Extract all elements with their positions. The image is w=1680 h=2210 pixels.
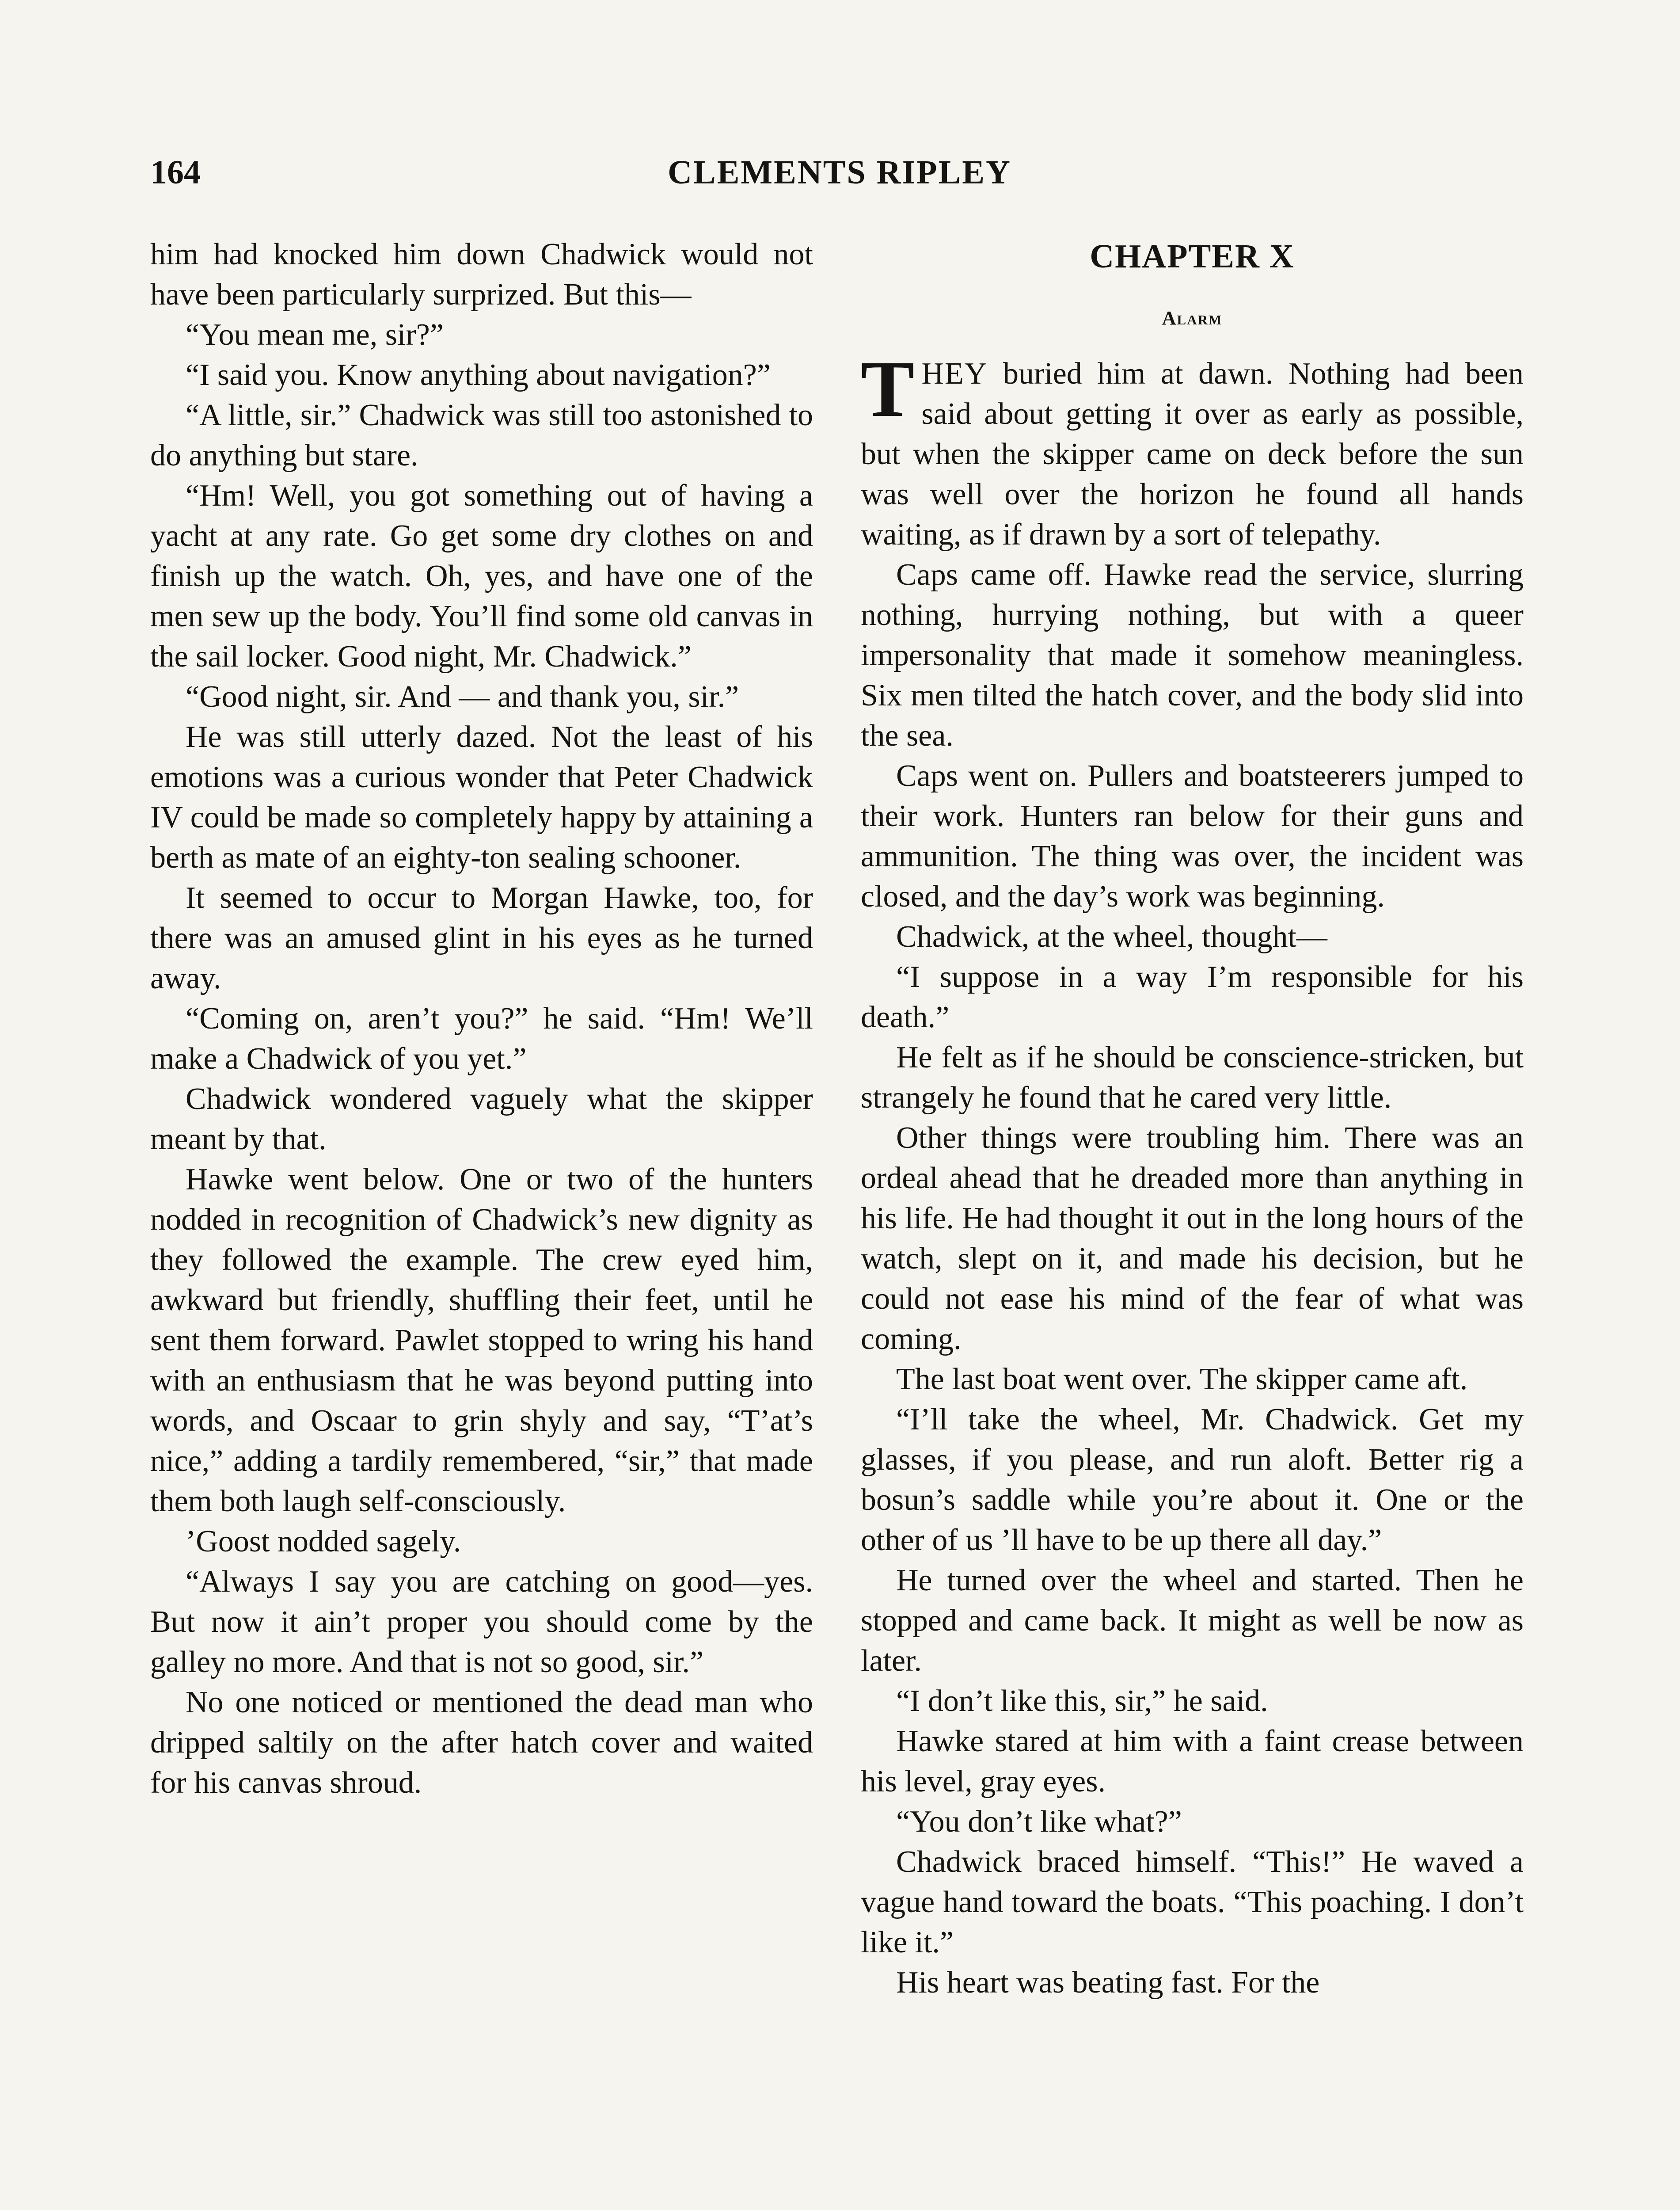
paragraph: Caps went on. Pullers and boatsteerers jumped to their work. Hunters ran below for their guns and ammunition. The thing was over, the incident was closed, and the day’s work was beginning. [861, 759, 1524, 914]
right-column [861, 234, 1524, 2003]
paragraph: “Good night, sir. And — and thank you, sir.” [186, 680, 739, 714]
paragraph: Hawke went below. One or two of the hunters nodded in recognition of Chadwick’s new dignity as they followed the example. The crew eyed him, awkward but friendly, shuffling their feet, until he sent them forward. Pawlet stopped to wring his hand with an enthusiasm that he was beyond putting into words, and Oscaar to grin shyly and say, “T’at’s nice,” adding a tardily remembered, “sir,” that made them both laugh self-consciously. [150, 1162, 813, 1518]
paragraph: “Coming on, aren’t you?” he said. “Hm! We’ll make a Chadwick of you yet.” [150, 1002, 813, 1076]
opening-caps: HEY [921, 357, 988, 391]
page-number: 164 [150, 154, 201, 191]
opening-text: buried him at dawn. Nothing had been said about getting it over as early as possible, but when the skipper came on deck before the sun was well over the horizon he found all hands waiting, as if drawn by a sort of telepathy. [861, 357, 1524, 552]
paragraph: “I don’t like this, sir,” he said. [896, 1684, 1268, 1718]
paragraph: No one noticed or mentioned the dead man who dripped saltily on the after hatch cover and waited for his canvas shroud. [150, 1685, 813, 1800]
paragraph: “I suppose in a way I’m responsible for his death.” [861, 960, 1524, 1034]
paragraph: “You don’t like what?” [896, 1805, 1182, 1839]
paragraph: “I said you. Know anything about navigation?” [186, 358, 771, 392]
paragraph: Chadwick braced himself. “This!” He waved a vague hand toward the boats. “This poaching. I don’t like it.” [861, 1845, 1524, 1959]
paragraph: He felt as if he should be conscience-stricken, but strangely he found that he cared very little. [861, 1040, 1524, 1115]
paragraph: He was still utterly dazed. Not the least of his emotions was a curious wonder that Peter Chadwick IV could be made so completely happy by attaining a berth as mate of an eighty-ton sealing schooner. [150, 720, 813, 875]
chapter-title: CHAPTER X [1090, 238, 1295, 275]
paragraph: His heart was beating fast. For the [896, 1966, 1320, 2000]
paragraph: It seemed to occur to Morgan Hawke, too, for there was an amused glint in his eyes as he turned away. [150, 881, 813, 995]
paragraph: “You mean me, sir?” [186, 318, 444, 352]
paragraph: “Always I say you are catching on good—yes. But now it ain’t proper you should come by the galley no more. And that is not so good, sir.” [150, 1565, 813, 1679]
drop-cap: T [861, 345, 915, 434]
paragraph: “A little, sir.” Chadwick was still too astonished to do anything but stare. [150, 398, 813, 472]
paragraph: Chadwick wondered vaguely what the skipper meant by that. [150, 1082, 813, 1156]
paragraph: The last boat went over. The skipper came aft. [896, 1362, 1468, 1396]
paragraph: “Hm! Well, you got something out of having a yacht at any rate. Go get some dry clothes on and finish up the watch. Oh, yes, and have one of the men sew up the body. You’ll find some old canvas in the sail locker. Good night, Mr. Chadwick.” [150, 479, 813, 674]
chapter-subtitle: Alarm [1162, 307, 1223, 329]
paragraph: Caps came off. Hawke read the service, slurring nothing, hurrying nothing, but with a queer impersonality that made it somehow meaningless. Six men tilted the hatch cover, and the body slid into the sea. [861, 558, 1524, 753]
paragraph: He turned over the wheel and started. Then he stopped and came back. It might as well be now as later. [861, 1563, 1524, 1678]
paragraph: Chadwick, at the wheel, thought— [896, 920, 1327, 954]
paragraph: Other things were troubling him. There was an ordeal ahead that he dreaded more than anything in his life. He had thought it out in the long hours of the watch, slept on it, and made his decision, but he could not ease his mind of the fear of what was coming. [861, 1121, 1524, 1356]
running-head [150, 146, 1529, 199]
paragraph: ’Goost nodded sagely. [186, 1524, 461, 1558]
paragraph: “I’ll take the wheel, Mr. Chadwick. Get my glasses, if you please, and run aloft. Better rig a bosun’s saddle while you’re about it. One or the other of us ’ll have to be up there all day.” [861, 1402, 1524, 1557]
paragraph: Hawke stared at him with a faint crease between his level, gray eyes. [861, 1724, 1524, 1798]
opening-paragraph [861, 345, 1524, 555]
paragraph: him had knocked him down Chadwick would not have been particularly surprized. But this— [150, 237, 813, 312]
left-column [150, 234, 813, 1803]
running-title: CLEMENTS RIPLEY [668, 154, 1011, 191]
